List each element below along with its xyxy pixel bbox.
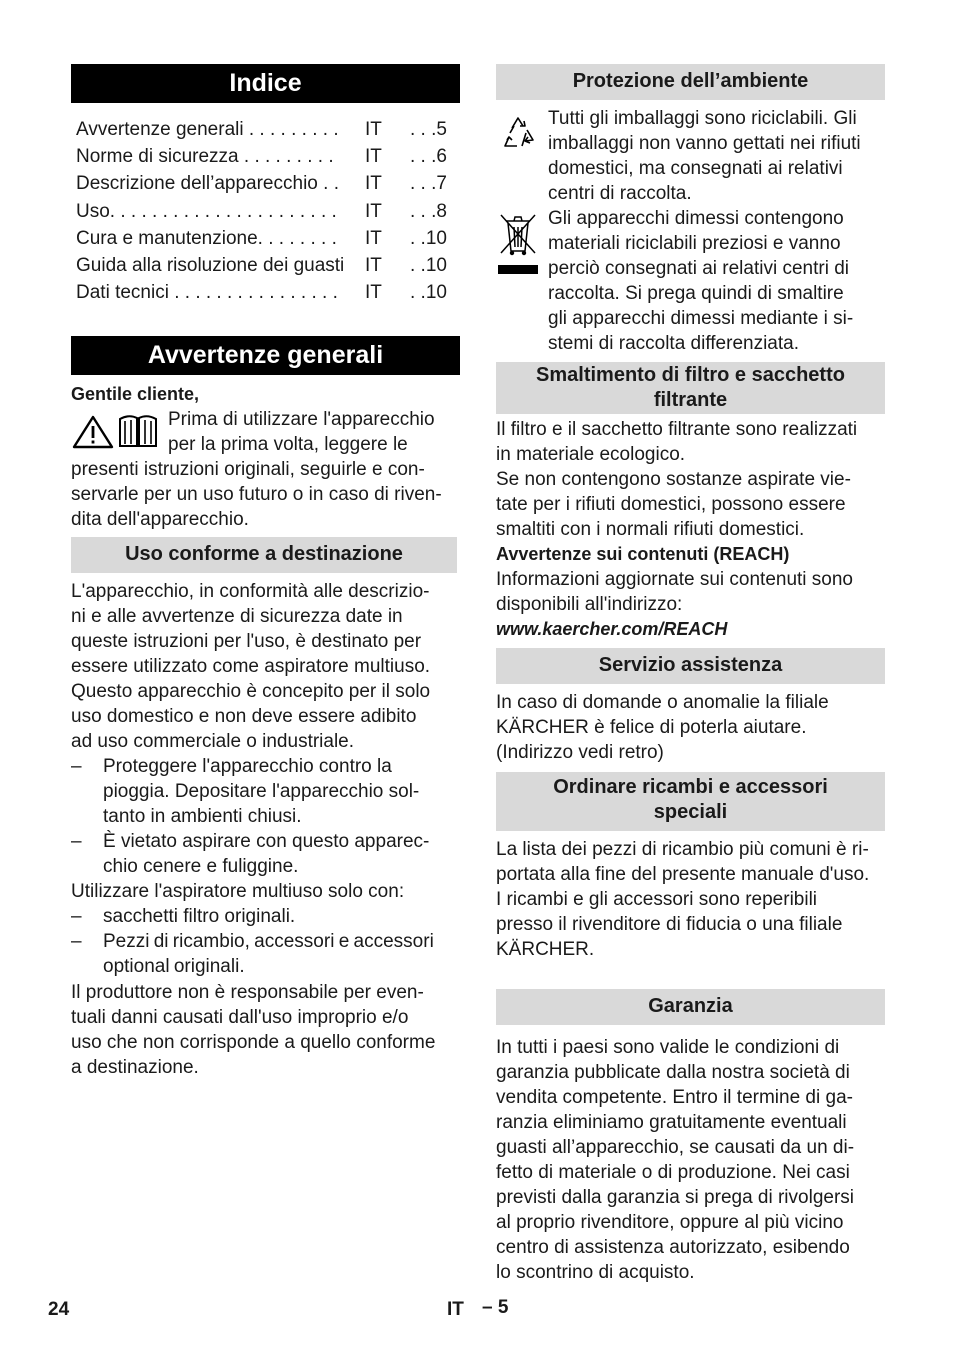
toc-title: Descrizione dell’apparecchio . . bbox=[76, 173, 339, 194]
toc-lang: IT bbox=[365, 119, 382, 140]
servizio-paragraph: In caso di domande o anomalie la filiale KÄRCHER è felice di poterla aiutare. (Indirizzo vedi retro) bbox=[496, 692, 829, 763]
toc-page: . . .5 bbox=[410, 119, 447, 140]
produttore-paragraph: Il produttore non è responsabile per even- tuali danni causati dall'uso improprio e/o uso che non corrisponde a quello conforme a destinazione. bbox=[71, 982, 436, 1078]
toc-entry[interactable] bbox=[76, 253, 456, 279]
uso-paragraph: L'apparecchio, in conformità alle descrizio- ni e alle avvertenze di sicurezza date in queste istruzioni per l'uso, è destinato per essere utilizzato come aspiratore multiuso. Questo apparecchio è concepito per il solo uso domestico e non deve essere adibito ad uso commerciale o industriale. bbox=[71, 581, 431, 752]
intro-line: dita dell'apparecchio. bbox=[71, 509, 249, 530]
crossed-bin-icon bbox=[497, 209, 539, 277]
toc-lang: IT bbox=[365, 146, 382, 167]
toc-entry[interactable] bbox=[76, 171, 456, 197]
footer-lang: IT bbox=[447, 1299, 464, 1320]
toc-page: . . .7 bbox=[410, 173, 447, 194]
smaltimento-heading: Smaltimento di filtro e sacchetto filtrante bbox=[496, 362, 885, 414]
toc-entry[interactable] bbox=[76, 144, 456, 170]
recycle-icon bbox=[497, 110, 541, 154]
manual-book-icon bbox=[117, 413, 159, 449]
toc-title: Cura e manutenzione. . . . . . . . bbox=[76, 228, 337, 249]
footer-section-page: – 5 bbox=[482, 1297, 509, 1318]
toc-title: Avvertenze generali . . . . . . . . . bbox=[76, 119, 339, 140]
garanzia-heading: Garanzia bbox=[496, 989, 885, 1025]
toc-page: . . .8 bbox=[410, 201, 447, 222]
toc-title: Guida alla risoluzione dei guasti bbox=[76, 255, 345, 276]
protezione-heading: Protezione dell’ambiente bbox=[496, 64, 885, 100]
ordinare-heading: Ordinare ricambi e accessori speciali bbox=[496, 772, 885, 831]
toc-page: . . .6 bbox=[410, 146, 447, 167]
avvertenze-heading: Avvertenze generali bbox=[71, 336, 460, 375]
toc-title: Dati tecnici . . . . . . . . . . . . . . . . bbox=[76, 282, 338, 303]
toc-title: Uso. . . . . . . . . . . . . . . . . . . . . . bbox=[76, 201, 337, 222]
toc-page: . .10 bbox=[410, 282, 447, 303]
reach-link[interactable]: www.kaercher.com/REACH bbox=[496, 619, 728, 639]
intro-line: presenti istruzioni originali, seguirle e con- bbox=[71, 459, 425, 480]
toc-page: . .10 bbox=[410, 228, 447, 249]
toc-lang: IT bbox=[365, 201, 382, 222]
list-item: – È vietato aspirare con questo apparec- chio cenere e fuliggine. bbox=[71, 831, 430, 877]
list-item: – Proteggere l'apparecchio contro la pioggia. Depositare l'apparecchio sol- tanto in ambienti chiusi. bbox=[71, 756, 420, 827]
indice-heading: Indice bbox=[71, 64, 460, 103]
toc-lang: IT bbox=[365, 282, 382, 303]
greeting: Gentile cliente, bbox=[71, 384, 200, 404]
toc-lang: IT bbox=[365, 173, 382, 194]
ordinare-paragraph: La lista dei pezzi di ricambio più comuni è ri- portata alla fine del presente manuale d'uso. I ricambi e gli accessori sono reperibili presso il rivenditore di fiducia o una filiale KÄRCHER. bbox=[496, 839, 870, 960]
protezione-paragraph: Tutti gli imballaggi sono riciclabili. Gli imballaggi non vanno gettati nei rifiuti domestici, ma consegnati ai relativi centri di raccolta. bbox=[548, 108, 861, 204]
intro-line: servarle per un uso futuro o in caso di riven- bbox=[71, 484, 442, 505]
warning-icon bbox=[72, 415, 114, 449]
reach-paragraph: Informazioni aggiornate sui contenuti sono disponibili all'indirizzo: bbox=[496, 569, 854, 615]
intro-line: Prima di utilizzare l'apparecchio bbox=[168, 409, 435, 430]
reach-heading: Avvertenze sui contenuti (REACH) bbox=[496, 544, 790, 564]
list-item: – Pezzi di ricambio, accessori e accessori optional originali. bbox=[71, 931, 434, 977]
servizio-heading: Servizio assistenza bbox=[496, 648, 885, 684]
intro-line: per la prima volta, leggere le bbox=[168, 434, 408, 455]
toc-entry[interactable] bbox=[76, 280, 456, 306]
toc-entry[interactable] bbox=[76, 117, 456, 143]
toc-title: Norme di sicurezza . . . . . . . . . bbox=[76, 146, 334, 167]
protezione-paragraph: Gli apparecchi dimessi contengono materiali riciclabili preziosi e vanno perciò consegnati ai relativi centri di raccolta. Si prega quindi di smaltire gli apparecchi dimessi mediante i si- stemi di raccolta differenziata. bbox=[548, 208, 854, 354]
toc-entry[interactable] bbox=[76, 199, 456, 225]
list-item: – sacchetti filtro originali. bbox=[71, 906, 296, 927]
toc-entry[interactable] bbox=[76, 226, 456, 252]
toc-lang: IT bbox=[365, 228, 382, 249]
usage-line: Utilizzare l'aspiratore multiuso solo con: bbox=[71, 881, 405, 902]
toc-lang: IT bbox=[365, 255, 382, 276]
toc-page: . .10 bbox=[410, 255, 447, 276]
uso-conforme-heading: Uso conforme a destinazione bbox=[71, 537, 457, 573]
page-number: 24 bbox=[48, 1299, 70, 1320]
garanzia-paragraph: In tutti i paesi sono valide le condizioni di garanzia pubblicate dalla nostra società di vendita competente. Entro il termine di ga- ranzia eliminiamo gratuitamente eventuali guasti all’apparecchio, se causati da un di- fetto di materiale o di produzione. Nei casi previsti dalla garanzia si prega di rivolgersi al proprio rivenditore, oppure al più vicino centro di assistenza autorizzato, esibendo lo scontrino di acquisto. bbox=[496, 1037, 855, 1283]
smaltimento-paragraph: Il filtro e il sacchetto filtrante sono realizzati in materiale ecologico. Se non contengono sostanze aspirate vie- tate per i rifiuti domestici, possono essere smaltiti con i normali rifiuti domestici. bbox=[496, 419, 858, 540]
